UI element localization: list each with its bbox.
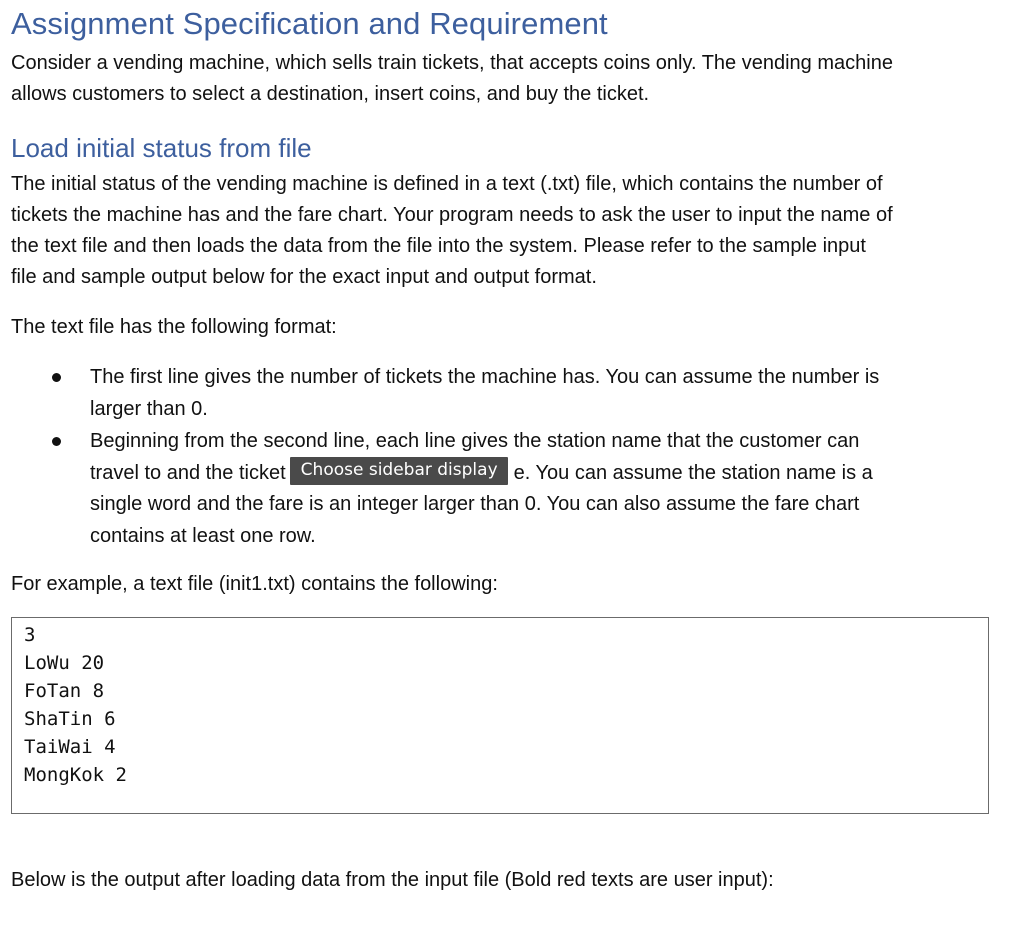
output-intro [11,865,1001,896]
intro-paragraph [11,48,1001,110]
code-line: TaiWai 4 [24,736,116,758]
list-item [0,362,1024,426]
bullet-icon [52,373,61,382]
example-intro [11,569,1001,600]
list-item-line [90,458,873,490]
page-title: Assignment Specification and Requirement [11,6,608,41]
list-item-line: Beginning from the second line, each line gives the station name that the customer can [90,430,860,452]
paragraph-line: the text file and then loads the data from the file into the system. Please refer to the sample input [11,235,866,257]
list-item-line: contains at least one row. [90,524,316,547]
list-item-text: travel to and the ticket [90,461,286,484]
sample-file-box [11,617,989,814]
format-intro [11,312,1001,343]
paragraph-line: For example, a text file (init1.txt) contains the following: [11,573,498,595]
paragraph-line: tickets the machine has and the fare chart. Your program needs to ask the user to input the name of [11,204,893,226]
code-line: MongKok 2 [24,764,127,786]
code-line: LoWu 20 [24,652,105,674]
paragraph-line: file and sample output below for the exact input and output format. [11,266,597,288]
format-bullet-list [0,362,1024,554]
list-item-line: single word and the fare is an integer larger than 0. You can also assume the fare chart [90,493,860,515]
paragraph-line: The initial status of the vending machine is defined in a text (.txt) file, which contains the number of [11,173,883,195]
code-line: FoTan 8 [24,680,105,702]
list-item-line: larger than 0. [90,397,208,420]
description-paragraph [11,169,1001,293]
code-line: ShaTin 6 [24,708,116,730]
sidebar-display-tooltip[interactable]: Choose sidebar display [290,457,508,485]
list-item [0,426,1024,554]
list-item-line: The first line gives the number of tickets the machine has. You can assume the number is [90,366,880,388]
list-item-text: e. You can assume the station name is a [513,461,873,484]
bullet-icon [52,437,61,446]
code-line: 3 [24,624,36,646]
paragraph-line: Consider a vending machine, which sells train tickets, that accepts coins only. The vending machine [11,52,893,74]
paragraph-line: Below is the output after loading data from the input file (Bold red texts are user input): [11,869,774,891]
section-heading: Load initial status from file [11,133,312,163]
paragraph-line: The text file has the following format: [11,316,337,338]
paragraph-line: allows customers to select a destination, insert coins, and buy the ticket. [11,83,650,105]
